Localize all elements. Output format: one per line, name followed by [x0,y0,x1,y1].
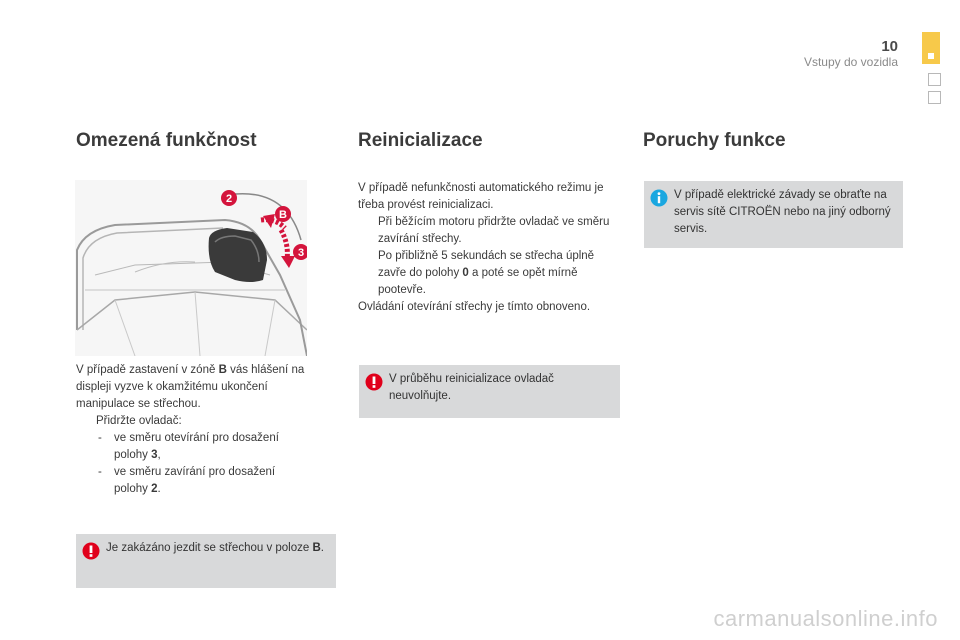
chapter-tab-empty-2 [928,91,941,104]
roof-illustration [75,180,307,356]
info-text-col3: V případě elektrické závady se obraťte na servis sítě CITROËN nebo na jiný odborný servis. [674,189,891,235]
col1-para-post: vás hlášení na displeji vyzve k okamžitému ukončení manipulace se střechou. [76,364,305,410]
badge-position-b: B [279,209,287,221]
watermark: carmanualsonline.info [713,606,938,631]
col2-bullet2-pre: Po přibližně 5 sekundách se střecha úplně zavře do polohy [378,250,595,279]
chapter-title: Vstupy do vozidla [803,55,898,69]
col1-sub2-position: 2 [151,483,158,495]
col1-sub1-position: 3 [151,449,158,461]
badge-position-3: 3 [297,247,305,259]
col1-sub1-text: ve směru otevírání pro dosažení polohy [114,432,279,461]
col2-text [358,180,620,316]
tab-marker [928,53,934,59]
warning-text-col2: V průběhu reinicializace ovladač neuvolňujte. [389,373,554,402]
warning-box-col1 [76,534,336,588]
col1-sub2-text: ve směru zavírání pro dosažení polohy [114,466,276,495]
dash-marker: - [98,432,102,444]
car-roof-drawing [75,180,307,356]
col1-paragraph [76,362,308,413]
col2-bullet-1 [358,214,620,248]
page-number: 10 [881,38,898,55]
warning-icon [82,542,100,566]
col1-sub1-punct: , [157,449,161,461]
col1-para-pre: V případě zastavení v zóně [76,364,219,376]
warning-text-pre: Je zakázáno jezdit se střechou v poloze [106,542,313,554]
warning-text-zone: B [312,542,321,554]
col2-bullet1-text: Při běžícím motoru přidržte ovladač ve směru zavírání střechy. [378,216,610,245]
section-heading-omezena: Omezená funkčnost [76,130,257,151]
info-box-col3 [644,181,903,248]
col1-bullet-text: Přidržte ovladač: [96,415,182,427]
section-heading-reinicializace: Reinicializace [358,130,483,151]
dash-marker: - [98,466,102,478]
info-icon [650,189,668,213]
warning-text-col1 [106,540,328,557]
col1-sub-item-1 [76,430,308,464]
col2-bullet-2 [358,248,620,299]
col1-sub2-punct: . [157,483,161,495]
badge-position-2: 2 [225,193,233,205]
col1-bullet [76,413,308,430]
col1-para-zone: B [218,364,227,376]
warning-text-punct: . [320,542,324,554]
chapter-tab-empty-1 [928,73,941,86]
col2-outro: Ovládání otevírání střechy je tímto obnoveno. [358,301,591,313]
col1-text [76,362,308,498]
warning-icon [365,373,383,397]
col2-intro: V případě nefunkčnosti automatického režimu je třeba provést reinicializaci. [358,182,604,211]
warning-box-col2 [359,365,620,418]
col1-sub-item-2 [76,464,308,498]
section-heading-poruchy: Poruchy funkce [643,130,786,151]
col2-bullet2-position: 0 [462,267,469,279]
chapter-tab [922,32,940,64]
col2-bullet2-post: a poté se opět mírně pootevře. [378,267,578,296]
